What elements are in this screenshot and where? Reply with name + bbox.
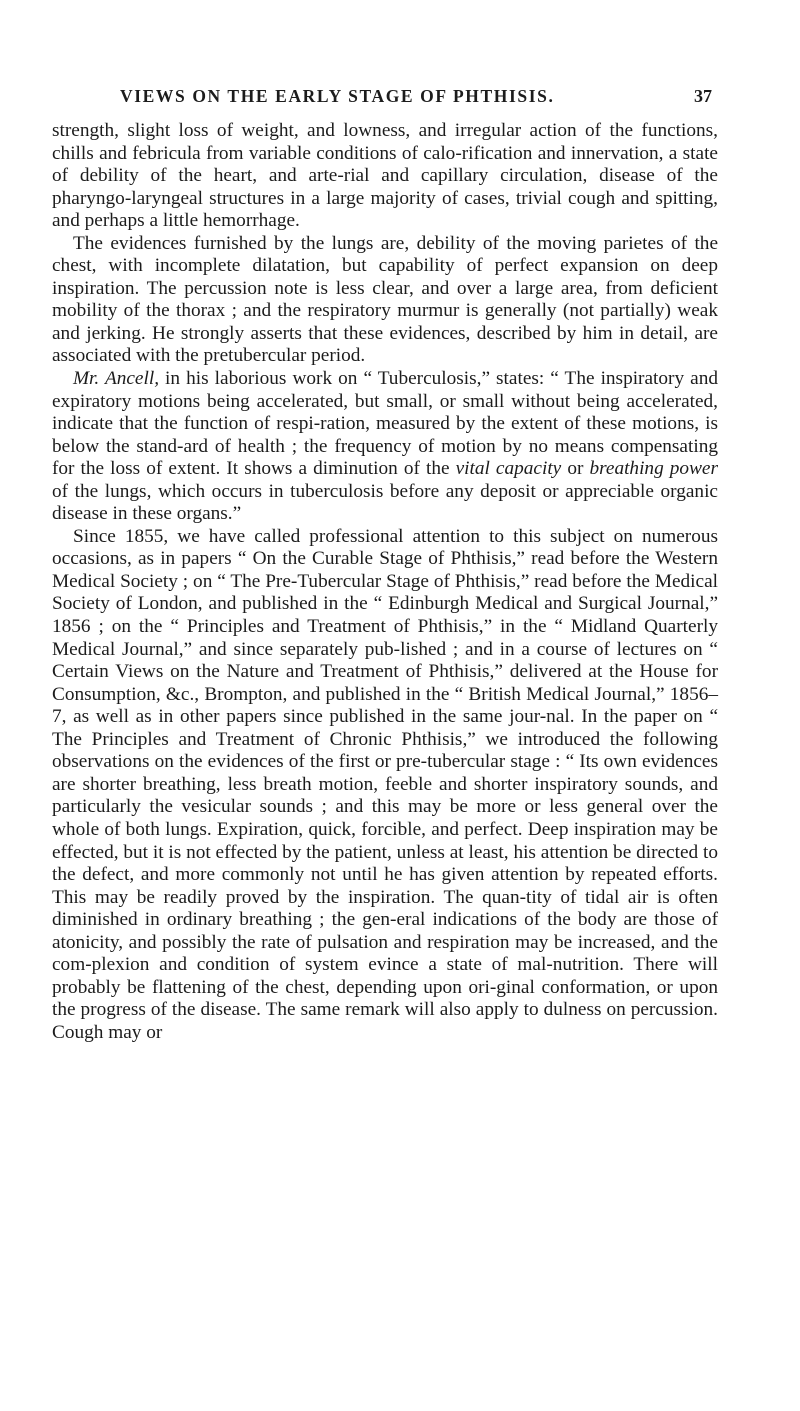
running-header [120,86,712,110]
paragraph-4-text: Since 1855, we have called professional attention to this subject on numerous occasions, as in papers “ On the Curable Stage of Phthisis,” read before the Western Medical Society ; on “ The Pre-Tubercular Stage of Phthisis,” read before the Medical Society of London, and published in the “ Edinburgh Medical and Surgical Journal,” 1856 ; on the “ Principles and Treatment of Phthisis,” in the “ Midland Quarterly Medical Journal,” and since separately pub-lished ; and in a course of lectures on “ Certain Views on the Nature and Treatment of Phthisis,” delivered at the House for Consumption, &c., Brompton, and published in the “ British Medical Journal,” 1856–7, as well as in other papers since published in the same jour-nal. In the paper on “ The Principles and Treatment of Chronic Phthisis,” we introduced the following observations on the evidences of the first or pre-tubercular stage : “ Its own evidences are shorter breathing, less breath motion, feeble and shorter inspiratory sounds, and particularly the vesicular sounds ; and this may be more or less general over the whole of both lungs. Expiration, quick, forcible, and perfect. Deep inspiration may be effected, but it is not effected by the patient, unless at least, his attention be directed to the defect, and more commonly not until he has given attention by repeated efforts. This may be readily proved by the inspiration. The quan-tity of tidal air is often diminished in ordinary breathing ; the gen-eral indications of the body are those of atonicity, and possibly the rate of pulsation and respiration may be increased, and the com-plexion and condition of system evince a state of mal-nutrition. There will probably be flattening of the chest, depending upon ori-ginal conformation, or upon the progress of the disease. The same remark will also apply to dulness on percussion. Cough may or [52,525,718,1043]
term-breathing-power: breathing power [589,458,718,480]
paragraph-3-text-a: in his laborious work on “ Tuberculosis,” states: “ The inspiratory and expiratory motions being accelerated, but small, or small without being accelerated, indicate that the function of respi-ration, measured by the extent of these motions, is below the stand-ard of health ; the frequency of motion by no means compensating for the loss of extent. It shows a diminution of the [52,368,718,480]
paragraph-4 [52,526,718,1045]
page-number: 37 [694,86,712,106]
term-vital-capacity: vital capacity [455,458,562,480]
paragraph-3 [52,368,718,526]
paragraph-1-text: strength, slight loss of weight, and lowness, and irregular action of the functions, chills and febricula from variable conditions of calo-rification and innervation, a state of debility of the heart, and arte-rial and capillary circulation, disease of the pharyngo-laryngeal structures in a large majority of cases, trivial cough and spitting, and perhaps a little hemorrhage. [52,120,718,232]
paragraph-3-text-b: or [561,458,590,480]
running-title: VIEWS ON THE EARLY STAGE OF PHTHISIS. [120,86,555,106]
paragraph-1 [52,120,718,233]
paragraph-2-text: The evidences furnished by the lungs are, debility of the moving parietes of the chest, with incomplete dilatation, but capability of perfect expansion on deep inspiration. The percussion note is less clear, and over a large area, from deficient mobility of the thorax ; and the respiratory murmur is generally (not partially) weak and jerking. He strongly asserts that these evidences, described by him in detail, are associated with the pretubercular period. [52,232,718,367]
author-name-ancell: Mr. Ancell, [73,368,160,390]
body-text [52,120,718,1044]
paragraph-3-text-c: of the lungs, which occurs in tuberculosis before any deposit or appreciable organic disease in these organs.” [52,480,718,525]
paragraph-2 [52,233,718,368]
